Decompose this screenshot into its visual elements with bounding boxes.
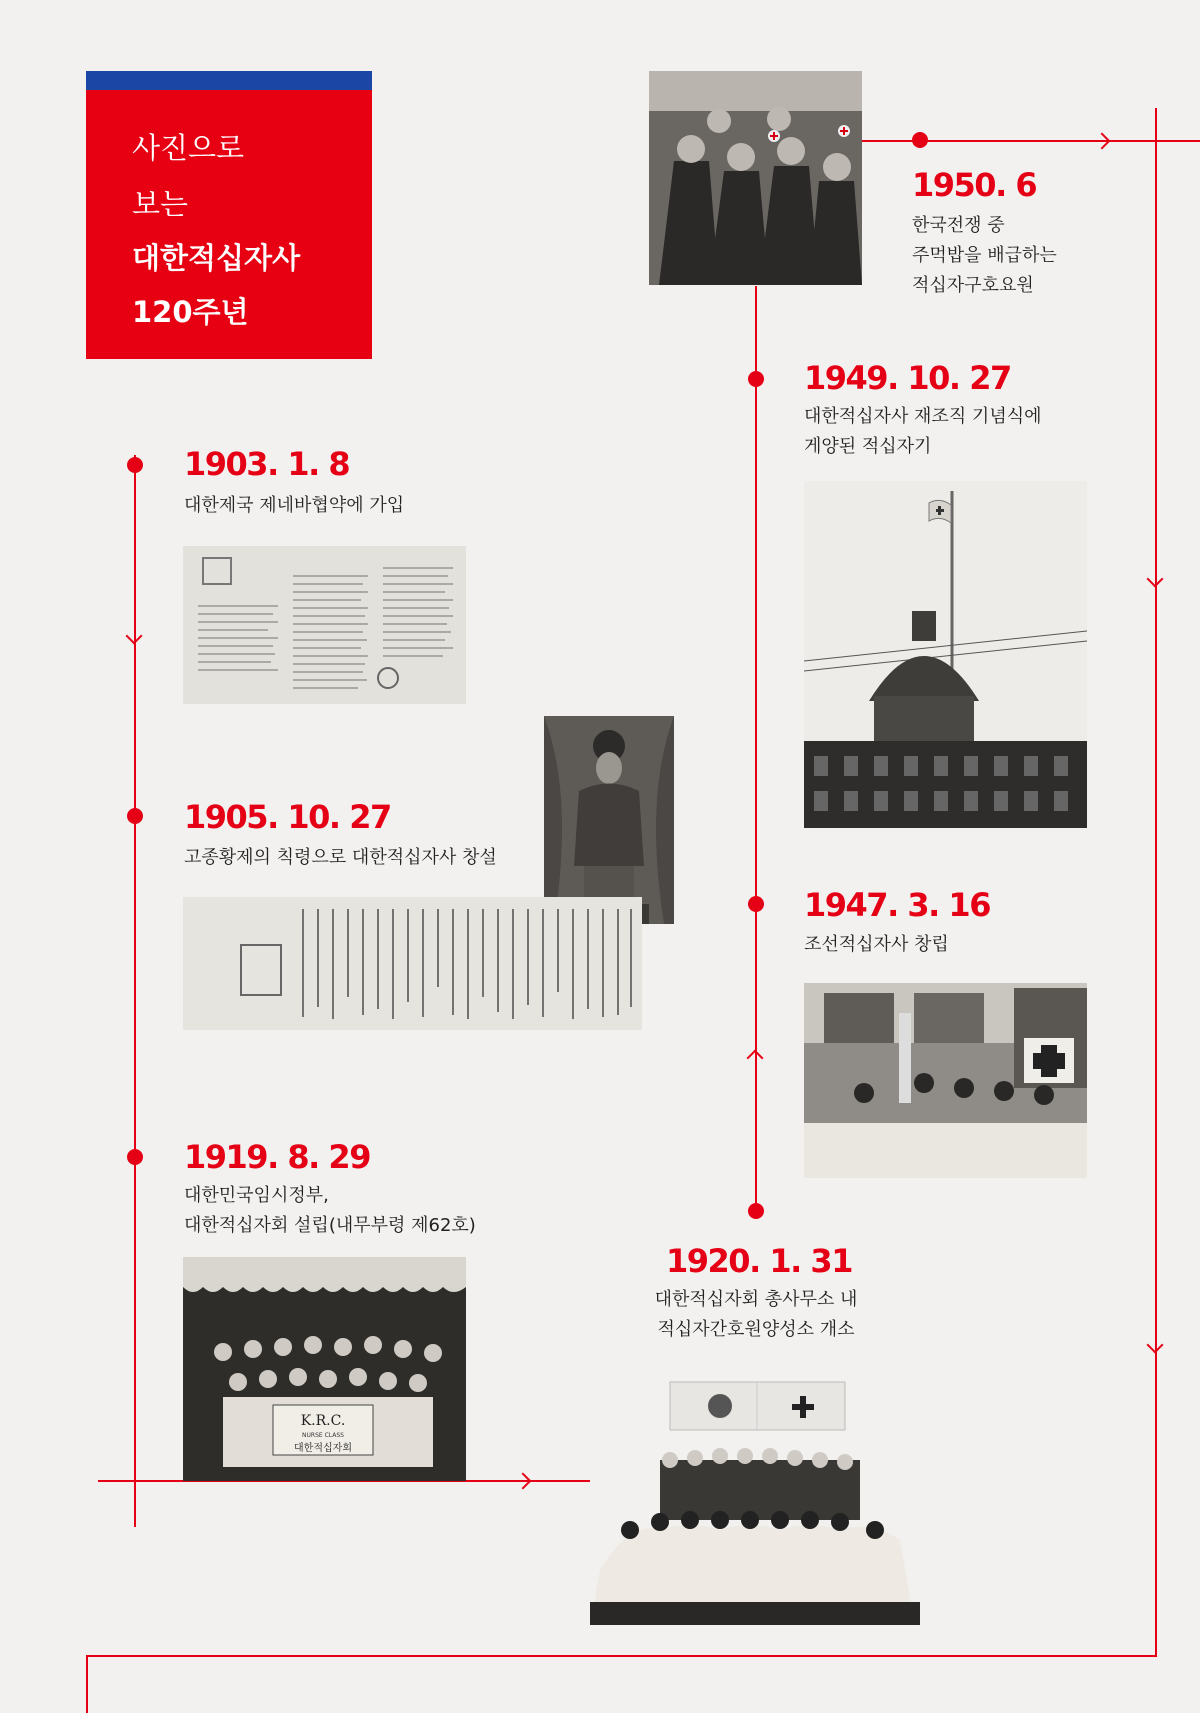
bottom-frame-left-line	[86, 1655, 88, 1713]
desc-line: 대한민국임시정부,	[184, 1185, 329, 1206]
arrow-right-icon	[1094, 133, 1111, 150]
group-photo-illustration	[183, 1257, 466, 1481]
imperial-decree-photo	[183, 897, 642, 1030]
event-desc-1947	[804, 930, 949, 960]
war-relief-photo	[649, 71, 862, 285]
banner-korean-text: 대한적십자회	[294, 1443, 352, 1454]
event-date-1919: 1919. 8. 29	[184, 1138, 370, 1176]
event-desc-1920	[620, 1285, 892, 1345]
title-line-1: 사진으로	[132, 131, 245, 165]
event-date-1905: 1905. 10. 27	[184, 798, 391, 836]
title-stripe	[86, 71, 372, 90]
left-timeline-line	[134, 455, 136, 1527]
founding-meeting-photo	[804, 983, 1087, 1178]
bottom-frame-line	[86, 1655, 1157, 1657]
arrow-down-icon	[1147, 571, 1164, 588]
arrow-down-icon	[1147, 1337, 1164, 1354]
event-date-1920: 1920. 1. 31	[666, 1242, 852, 1280]
title-line-3: 대한적십자사	[132, 241, 301, 275]
arrow-right-icon	[515, 1473, 532, 1490]
decree-illustration	[183, 897, 642, 1030]
portrait-illustration	[544, 716, 674, 924]
desc-line: 고종황제의 칙령으로 대한적십자사 창설	[184, 847, 497, 868]
desc-line: 대한적십자사 재조직 기념식에	[804, 406, 1042, 427]
meeting-illustration	[804, 983, 1087, 1178]
event-date-1903: 1903. 1. 8	[184, 445, 350, 483]
right-timeline-line	[1155, 108, 1157, 1655]
middle-timeline-line	[755, 286, 757, 1214]
desc-line: 조선적십자사 창립	[804, 934, 949, 955]
banner-class-text: NURSE CLASS	[302, 1432, 344, 1439]
desc-line: 대한적십자회 총사무소 내	[654, 1289, 858, 1310]
title-box	[86, 71, 372, 359]
event-date-1949: 1949. 10. 27	[804, 359, 1011, 397]
document-illustration	[183, 546, 466, 704]
event-desc-1919	[184, 1181, 476, 1241]
desc-line: 대한제국 제네바협약에 가입	[184, 495, 405, 516]
timeline-dot	[127, 457, 143, 473]
timeline-dot	[127, 1149, 143, 1165]
geneva-document-photo	[183, 546, 466, 704]
timeline-dot	[912, 132, 928, 148]
capitol-illustration	[804, 481, 1087, 828]
title-line-4: 120주년	[132, 295, 249, 329]
event-desc-1905	[184, 843, 497, 873]
timeline-dot	[748, 896, 764, 912]
timeline-dot	[748, 371, 764, 387]
krc-nurse-class-photo	[183, 1257, 466, 1481]
event-date-1950: 1950. 6	[912, 166, 1037, 204]
event-date-1947: 1947. 3. 16	[804, 886, 990, 924]
banner-krc-text: K.R.C.	[300, 1413, 346, 1429]
event-desc-1903	[184, 491, 404, 521]
arrow-down-icon	[126, 628, 143, 645]
nursing-school-illustration	[590, 1380, 920, 1625]
flag-raising-photo	[804, 481, 1087, 828]
desc-line: 주먹밥을 배급하는	[912, 245, 1057, 266]
timeline-dot	[748, 1203, 764, 1219]
timeline-dot	[127, 808, 143, 824]
arrow-up-icon	[747, 1050, 764, 1067]
gojong-portrait-photo	[544, 716, 674, 924]
desc-line: 한국전쟁 중	[912, 215, 1005, 236]
desc-line: 대한적십자회 설립(내무부령 제62호)	[184, 1215, 476, 1236]
desc-line: 적십자간호원양성소 개소	[657, 1319, 855, 1340]
event-desc-1949	[804, 402, 1042, 462]
desc-line: 게양된 적십자기	[804, 436, 932, 457]
war-relief-illustration	[649, 71, 862, 285]
desc-line: 적십자구호요원	[912, 275, 1034, 296]
title-line-2: 보는	[132, 187, 189, 221]
nursing-school-photo	[590, 1380, 920, 1625]
event-desc-1950	[912, 211, 1057, 301]
